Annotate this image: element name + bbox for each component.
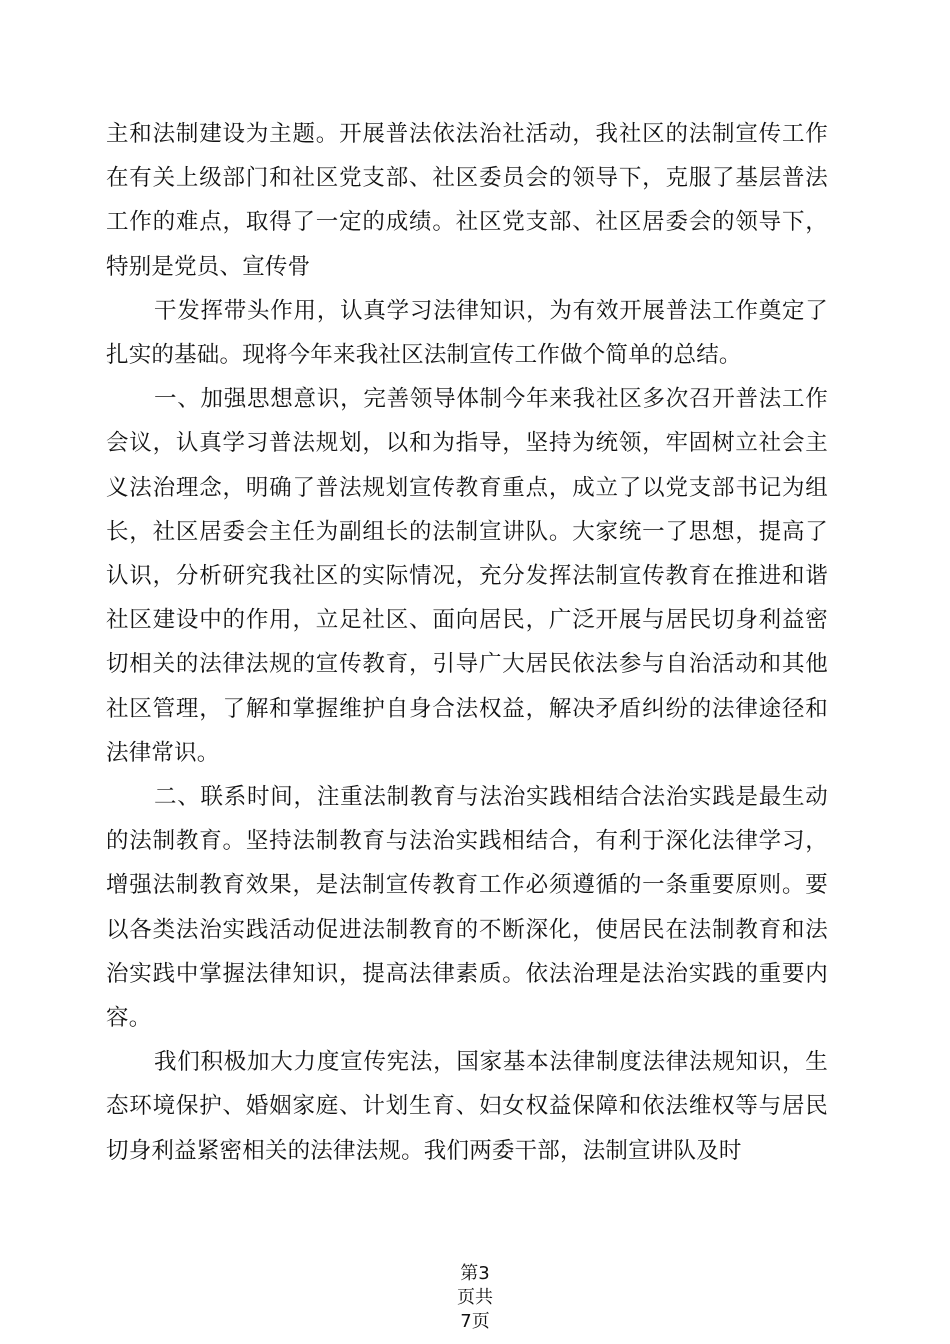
document-body <box>106 112 828 1173</box>
page-number-line-1: 第3 <box>460 1263 490 1284</box>
paragraph-4: 二、联系时间，注重法制教育与法治实践相结合法治实践是最生动的法制教育。坚持法制教育与法治实践相结合，有利于深化法律学习，增强法制教育效果，是法制宣传教育工作必须遵循的一条重要原则。要以各类法治实践活动促进法制教育的不断深化，使居民在法制教育和法治实践中掌握法律知识，提高法律素质。依法治理是法治实践的重要内容。 <box>106 784 828 1032</box>
page-number-line-3: 7页 <box>460 1311 490 1332</box>
paragraph-1: 主和法制建设为主题。开展普法依法治社活动，我社区的法制宣传工作在有关上级部门和社区党支部、社区委员会的领导下，克服了基层普法工作的难点，取得了一定的成绩。社区党支部、社区居委会的领导下，特别是党员、宣传骨 <box>106 121 828 280</box>
paragraph-5: 我们积极加大力度宣传宪法，国家基本法律制度法律法规知识，生态环境保护、婚姻家庭、计划生育、妇女权益保障和依法维权等与居民切身利益紧密相关的法律法规。我们两委干部，法制宣讲队及时 <box>106 1049 828 1164</box>
paragraph-3: 一、加强思想意识，完善领导体制今年来我社区多次召开普法工作会议，认真学习普法规划，以和为指导，坚持为统领，牢固树立社会主义法治理念，明确了普法规划宣传教育重点，成立了以党支部书记为组长，社区居委会主任为副组长的法制宣讲队。大家统一了思想，提高了认识，分析研究我社区的实际情况，充分发挥法制宣传教育在推进和谐社区建设中的作用，立足社区、面向居民，广泛开展与居民切身利益密切相关的法律法规的宣传教育，引导广大居民依法参与自治活动和其他社区管理，了解和掌握维护自身合法权益，解决矛盾纠纷的法律途径和法律常识。 <box>106 386 828 766</box>
paragraph-2: 干发挥带头作用，认真学习法律知识，为有效开展普法工作奠定了扎实的基础。现将今年来我社区法制宣传工作做个简单的总结。 <box>106 297 828 369</box>
page-number-line-2: 页共 <box>457 1287 493 1308</box>
page-footer <box>0 1262 950 1334</box>
